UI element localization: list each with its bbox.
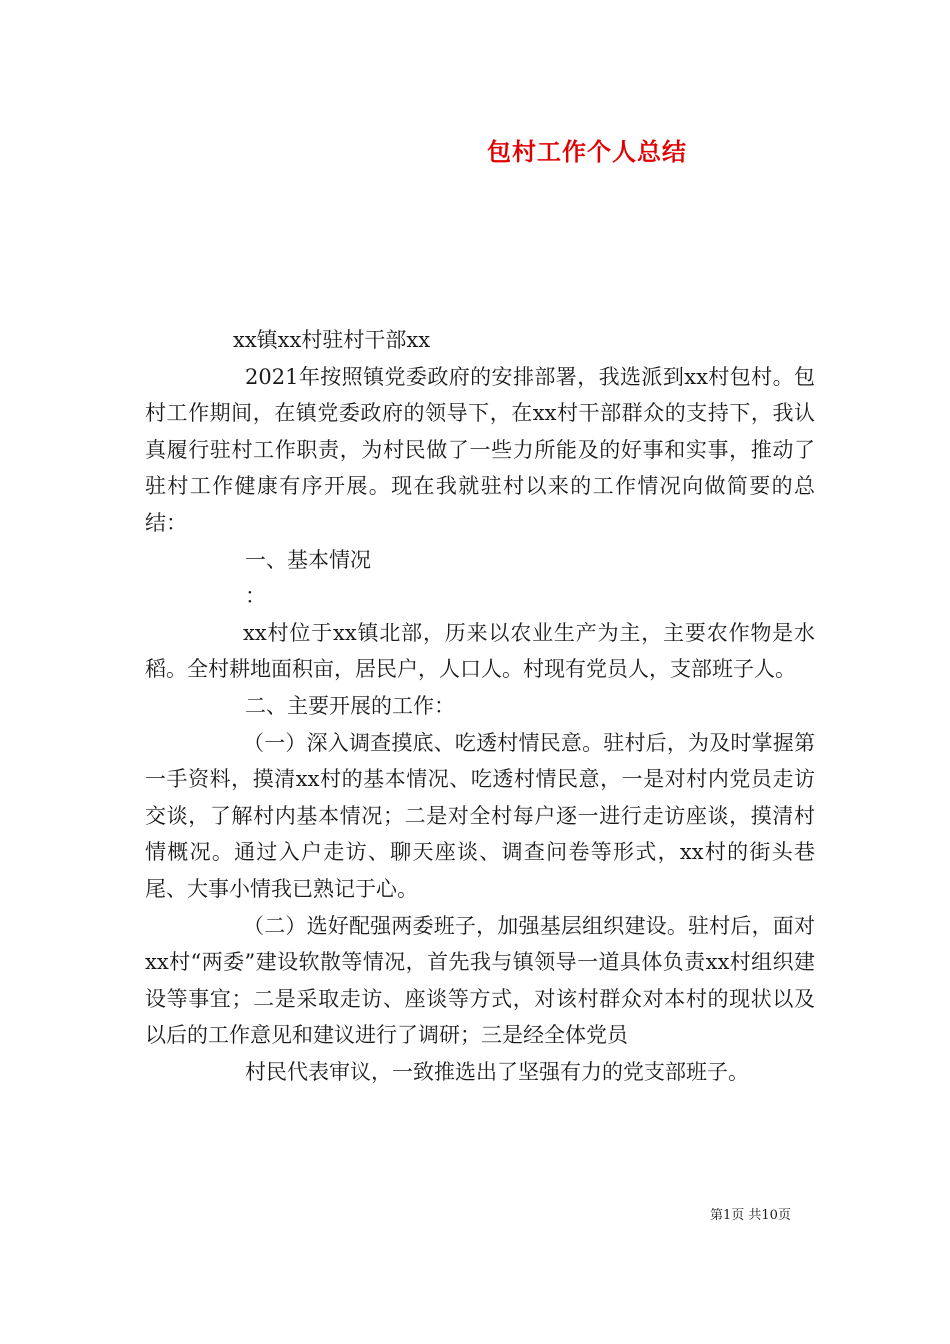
document-body bbox=[145, 322, 815, 1090]
paragraph-item-2-continued: 村民代表审议，一致推选出了坚强有力的党支部班子。 bbox=[245, 1059, 749, 1084]
section-heading-work: 二、主要开展的工作： bbox=[245, 693, 455, 718]
paragraph-basic: xx村位于xx镇北部，历来以农业生产为主，主要农作物是水稻。全村耕地面积亩，居民户，人口人。村现有党员人，支部班子人。 bbox=[145, 620, 815, 682]
document-title: 包村工作个人总结 bbox=[487, 137, 687, 166]
paragraph-item-1: （一）深入调查摸底、吃透村情民意。驻村后，为及时掌握第一手资料，摸清xx村的基本情况、吃透村情民意，一是对村内党员走访交谈，了解村内基本情况；二是对全村每户逐一进行走访座谈，摸清村情概况。通过入户走访、聊天座谈、调查问卷等形式，xx村的街头巷尾、大事小情我已熟记于心。 bbox=[145, 730, 815, 901]
page-number-footer: 第1页 共10页 bbox=[710, 1208, 791, 1223]
colon-line: ： bbox=[245, 584, 266, 609]
byline: xx镇xx村驻村干部xx bbox=[233, 328, 431, 352]
paragraph-intro: 2021年按照镇党委政府的安排部署，我选派到xx村包村。包村工作期间，在镇党委政府的领导下，在xx村干部群众的支持下，我认真履行驻村工作职责，为村民做了一些力所能及的好事和实事，推动了驻村工作健康有序开展。现在我就驻村以来的工作情况向做简要的总结： bbox=[145, 364, 815, 535]
paragraph-item-2: （二）选好配强两委班子，加强基层组织建设。驻村后，面对xx村“两委”建设软散等情况，首先我与镇领导一道具体负责xx村组织建设等事宜；二是采取走访、座谈等方式，对该村群众对本村的现状以及以后的工作意见和建议进行了调研；三是经全体党员 bbox=[145, 913, 815, 1048]
section-heading-basic: 一、基本情况 bbox=[245, 547, 371, 572]
